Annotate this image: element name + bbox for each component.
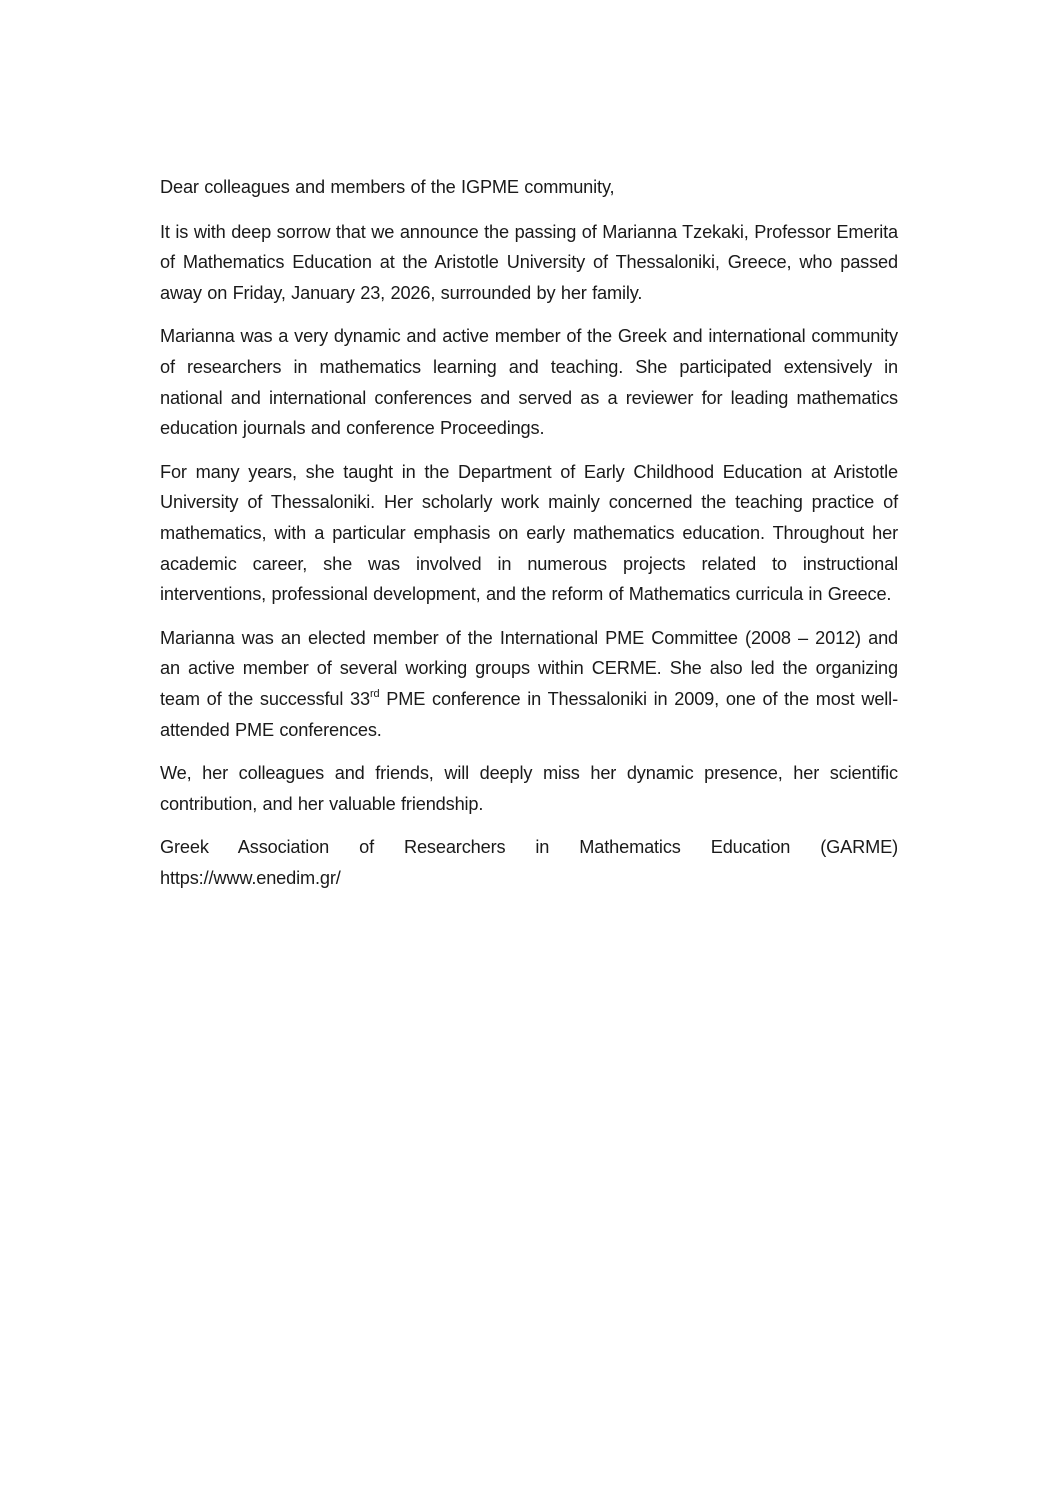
community-paragraph: Marianna was a very dynamic and active member of the Greek and international community of researchers in mathematics learning and teaching. She participated extensively in national and international conferences and served as a reviewer for leading mathematics education journals and conference Proceedings. — [160, 326, 898, 439]
signature-block — [160, 832, 898, 893]
committee-text-start: Marianna was an elected member of the International PME Committee (2008 – 2012) and an active member of several working groups within CERME. She also led the organizing team of the successful 33 — [160, 627, 898, 709]
salutation: Dear colleagues and members of the IGPME community, — [160, 177, 615, 197]
closing-paragraph: We, her colleagues and friends, will deeply miss her dynamic presence, her scientific contribution, and her valuable friendship. — [160, 763, 898, 814]
signature-organization: Greek Association of Researchers in Mathematics Education (GARME) — [160, 837, 898, 858]
signature-url[interactable]: https://www.enedim.gr/ — [160, 867, 341, 888]
committee-paragraph — [160, 623, 898, 745]
announcement-paragraph: It is with deep sorrow that we announce the passing of Marianna Tzekaki, Professor Emerita of Mathematics Education at the Aristotle University of Thessaloniki, Greece, who passed away on Friday, January 23, 2026, surrounded by her family. — [160, 221, 898, 303]
committee-text-end: PME conference in Thessaloniki in 2009, one of the most well-attended PME conferences. — [160, 688, 898, 740]
teaching-paragraph: For many years, she taught in the Department of Early Childhood Education at Aristotle University of Thessaloniki. Her scholarly work mainly concerned the teaching practice of mathematics, with a particular emphasis on early mathematics education. Throughout her academic career, she was involved in numerous projects related to instructional interventions, professional development, and the reform of Mathematics curricula in Greece. — [160, 461, 898, 605]
ordinal-suffix: rd — [370, 687, 380, 700]
document-page — [160, 172, 898, 906]
